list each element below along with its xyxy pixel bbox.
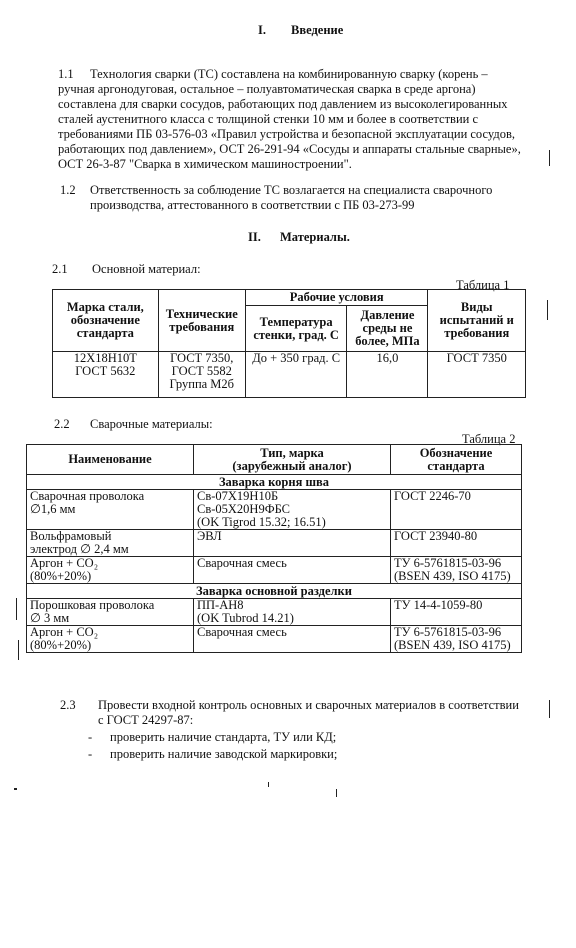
text-line: Обозначение <box>419 445 493 460</box>
list-item <box>88 730 528 745</box>
table-cell <box>158 352 245 398</box>
table-cell <box>391 557 522 584</box>
table-cell: До + 350 град. С <box>245 352 347 398</box>
paragraph-number: 1.1 <box>58 67 74 81</box>
text-line: электрод ∅ 2,4 мм <box>30 542 129 556</box>
text-line: Ответственность за соблюдение ТС возлагается на специалиста сварочного <box>90 183 493 197</box>
paragraph-number: 1.2 <box>60 183 76 197</box>
text-line: Вольфрамовый <box>30 529 112 543</box>
table-row <box>27 490 522 530</box>
table-cell <box>194 626 391 653</box>
section-row: Заварка корня шва <box>27 475 522 490</box>
text-line: ТУ 6-5761815-03-96 <box>394 556 502 570</box>
table-cell <box>27 490 194 530</box>
text-line: ГОСТ 2246-70 <box>394 489 471 503</box>
text-line: сталей аустенитного класса с толщиной стенки 10 мм и более в соответствии с <box>58 112 479 126</box>
text-line: (80%+20%) <box>30 569 92 583</box>
text-line: Сварочная проволока <box>30 489 145 503</box>
column-header: Наименование <box>27 445 194 475</box>
text-line: ГОСТ 5632 <box>75 364 136 378</box>
text-line: ПП-АН8 <box>197 598 244 612</box>
paragraph-number: 2.1 <box>52 262 68 276</box>
scan-mark <box>18 640 19 660</box>
text-line: Группа М2б <box>169 377 235 391</box>
text-line: ОСТ 26-3-87 "Сварка в химическом машиностроении". <box>58 157 352 171</box>
text-line: (BSEN 439, ISO 4175) <box>394 638 511 652</box>
column-header: Рабочие условия <box>245 290 428 306</box>
text-line: работающих под давлением», ОСТ 26-291-94 «Сосуды и аппараты стальные сварные», <box>58 142 521 156</box>
scan-mark <box>336 789 337 797</box>
text-line: (80%+20%) <box>30 638 92 652</box>
bullet-list <box>88 730 528 764</box>
scan-mark <box>549 150 550 166</box>
text-line: ГОСТ 7350, <box>170 351 234 365</box>
paragraph-1-2 <box>90 183 550 213</box>
paragraph-text: Основной материал: <box>92 262 201 276</box>
text-line: ЭВЛ <box>197 529 222 543</box>
bullet-dash: - <box>88 747 93 761</box>
text-line: Технология сварки (ТС) составлена на комбинированную сварку (корень – <box>90 67 488 81</box>
table-cell: 16,0 <box>347 352 428 398</box>
section-number: I. <box>258 23 266 37</box>
text-line: составлена для сварки сосудов, работающих под давлением из высоколегированных <box>58 97 508 111</box>
column-header <box>391 445 522 475</box>
table-cell <box>27 599 194 626</box>
section-number: II. <box>248 230 261 244</box>
text-line: производства, аттестованного в соответствии с ПБ 03-273-99 <box>90 198 415 212</box>
table-row <box>27 626 522 653</box>
scan-mark <box>549 700 550 718</box>
paragraph-text: Сварочные материалы: <box>90 417 213 431</box>
text-line: (OK Tubrod 14.21) <box>197 611 294 625</box>
text-line: Св-05Х20Н9ФБС <box>197 502 291 516</box>
text-line: 12Х18Н10Т <box>73 351 137 365</box>
text-line: ТУ 14-4-1059-80 <box>394 598 483 612</box>
table-cell <box>391 490 522 530</box>
text-line: Тип, марка <box>260 445 324 460</box>
text-line: Св-07Х19Н10Б <box>197 489 279 503</box>
table-cell <box>27 557 194 584</box>
table-cell <box>27 530 194 557</box>
section-title: Материалы. <box>280 230 350 244</box>
column-header: Марка стали, обозначение стандарта <box>53 290 159 352</box>
text-line: (BSEN 439, ISO 4175) <box>394 569 511 583</box>
column-header <box>194 445 391 475</box>
paragraph-2-3 <box>98 698 558 728</box>
table-cell <box>391 626 522 653</box>
paragraph-number: 2.2 <box>54 417 70 431</box>
text-line: Аргон + CO₂ <box>30 625 99 639</box>
section-title: Введение <box>291 23 344 37</box>
column-header: Давление среды не более, МПа <box>347 306 428 352</box>
table-cell <box>27 626 194 653</box>
column-header: Температура стенки, град. С <box>245 306 347 352</box>
table-cell <box>194 599 391 626</box>
text-line: Сварочная смесь <box>197 625 287 639</box>
text-line: Провести входной контроль основных и сварочных материалов в соответствии <box>98 698 519 712</box>
text-line: Сварочная смесь <box>197 556 287 570</box>
scan-mark <box>268 782 269 787</box>
table-row <box>27 599 522 626</box>
table-cell <box>391 530 522 557</box>
base-material-table <box>52 289 526 398</box>
text-line: ∅1,6 мм <box>30 502 76 516</box>
text-line: ∅ 3 мм <box>30 611 70 625</box>
paragraph-1-1 <box>58 67 548 172</box>
table-cell: ГОСТ 7350 <box>428 352 526 398</box>
text-line: ГОСТ 5582 <box>171 364 232 378</box>
text-line: ручная аргонодуговая, остальное – полуавтоматическая сварка в среде аргона) <box>58 82 476 96</box>
column-header: Виды испытаний и требования <box>428 290 526 352</box>
text-line: (OK Tigrod 15.32; 16.51) <box>197 515 326 529</box>
text-line: ТУ 6-5761815-03-96 <box>394 625 502 639</box>
table-row <box>27 530 522 557</box>
scan-mark <box>547 300 548 320</box>
table-cell <box>53 352 159 398</box>
column-header: Технические требования <box>158 290 245 352</box>
paragraph-number: 2.3 <box>60 698 76 712</box>
bullet-dash: - <box>88 730 93 744</box>
table-cell <box>194 557 391 584</box>
text-line: требованиями ПБ 03-576-03 «Правил устройства и безопасной эксплуатации сосудов, <box>58 127 515 141</box>
table-row <box>27 557 522 584</box>
list-item-text: проверить наличие заводской маркировки; <box>110 747 338 761</box>
text-line: Порошковая проволока <box>30 598 155 612</box>
table-cell <box>194 530 391 557</box>
table-cell <box>391 599 522 626</box>
section-row: Заварка основной разделки <box>27 584 522 599</box>
list-item <box>88 747 528 762</box>
text-line: Аргон + CO₂ <box>30 556 99 570</box>
welding-materials-table <box>26 444 522 653</box>
table-caption: Таблица 2 <box>462 432 516 446</box>
scan-mark <box>14 788 17 790</box>
text-line: (зарубежный аналог) <box>232 458 352 473</box>
text-line: с ГОСТ 24297-87: <box>98 713 194 727</box>
text-line: ГОСТ 23940-80 <box>394 529 478 543</box>
table-row <box>53 352 526 398</box>
text-line: стандарта <box>427 458 485 473</box>
scan-mark <box>16 598 17 620</box>
table-cell <box>194 490 391 530</box>
list-item-text: проверить наличие стандарта, ТУ или КД; <box>110 730 337 744</box>
table-caption: Таблица 1 <box>456 278 510 292</box>
